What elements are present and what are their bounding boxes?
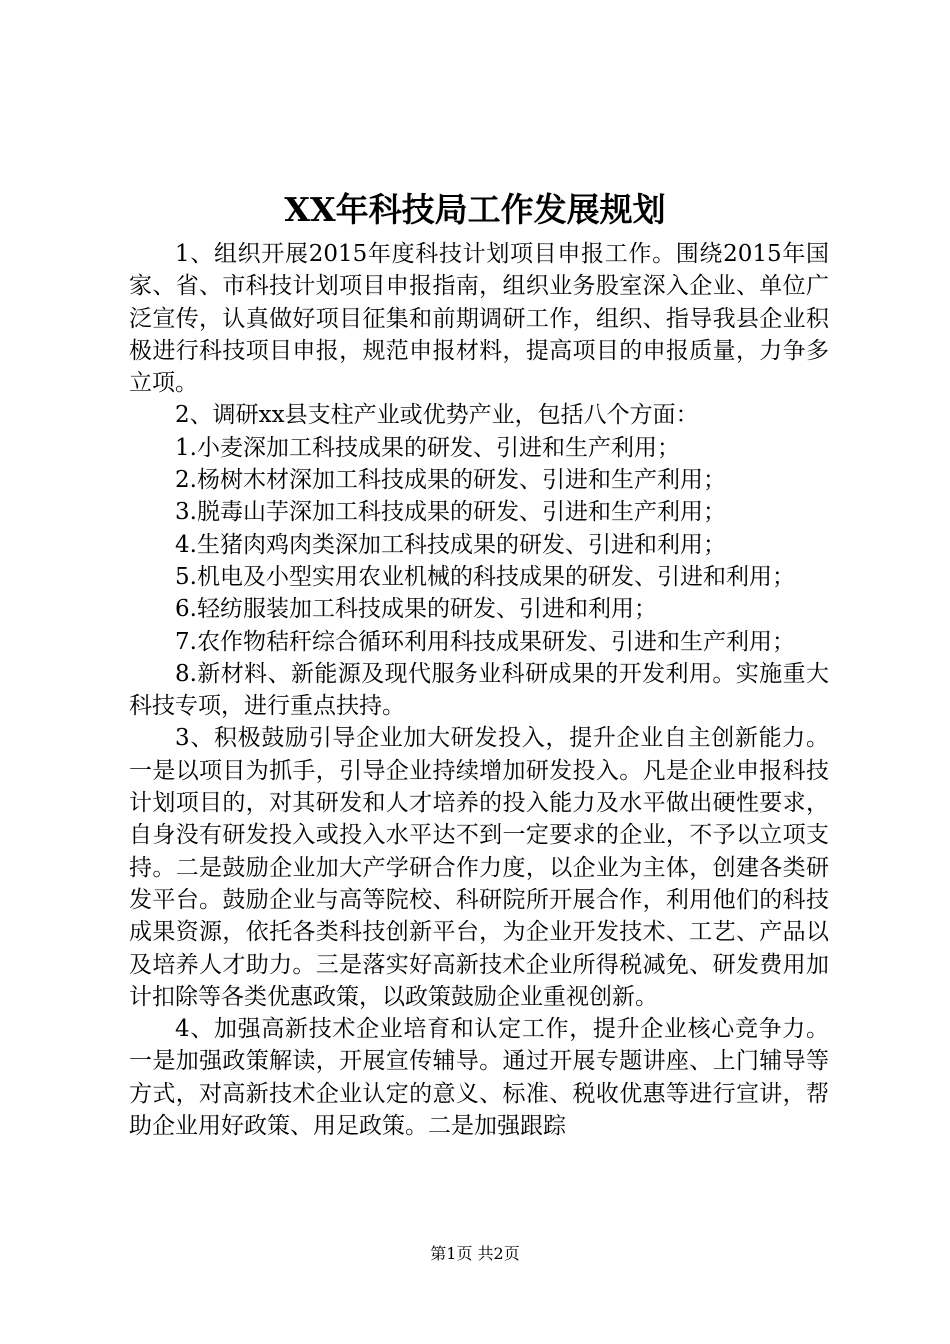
- list-item-3: 3.脱毒山芋深加工科技成果的研发、引进和生产利用；: [175, 499, 726, 526]
- list-item-5: 5.机电及小型实用农业机械的科技成果的研发、引进和利用；: [175, 563, 795, 590]
- paragraph-item-4: 4、加强高新技术企业培育和认定工作，提升企业核心竞争力。一是加强政策解读，开展宣传辅导。通过开展专题讲座、上门辅导等方式，对高新技术企业认定的意义、标准、税收优惠等进行宣讲，帮助企业用好政策、用足政策。二是加强跟踪: [129, 1016, 829, 1140]
- list-item-2: 2.杨树木材深加工科技成果的研发、引进和生产利用；: [175, 467, 726, 494]
- list-item-1: 1.小麦深加工科技成果的研发、引进和生产利用；: [175, 434, 680, 461]
- document-body: [129, 238, 829, 1142]
- list-item-6: 6.轻纺服装加工科技成果的研发、引进和利用；: [175, 596, 657, 623]
- document-title: XX年科技局工作发展规划: [284, 190, 666, 229]
- paragraph-item-2: 2、调研xx县支柱产业或优势产业，包括八个方面：: [175, 402, 699, 429]
- paragraph-item-1: 1、组织开展2015年度科技计划项目申报工作。围绕2015年国家、省、市科技计划项目申报指南，组织业务股室深入企业、单位广泛宣传，认真做好项目征集和前期调研工作，组织、指导我县企业积极进行科技项目申报，规范申报材料，提高项目的申报质量，力争多立项。: [129, 241, 829, 397]
- page-footer: 第1页 共2页: [430, 1244, 520, 1263]
- list-item-8: 8.新材料、新能源及现代服务业科研成果的开发利用。实施重大科技专项，进行重点扶持。: [129, 660, 829, 720]
- paragraph-item-3: 3、积极鼓励引导企业加大研发投入，提升企业自主创新能力。一是以项目为抓手，引导企业持续增加研发投入。凡是企业申报科技计划项目的，对其研发和人才培养的投入能力及水平做出硬性要求，自身没有研发投入或投入水平达不到一定要求的企业，不予以立项支持。二是鼓励企业加大产学研合作力度，以企业为主体，创建各类研发平台。鼓励企业与高等院校、科研院所开展合作，利用他们的科技成果资源，依托各类科技创新平台，为企业开发技术、工艺、产品以及培养人才助力。三是落实好高新技术企业所得税减免、研发费用加计扣除等各类优惠政策，以政策鼓励企业重视创新。: [129, 725, 829, 1010]
- list-item-4: 4.生猪肉鸡肉类深加工科技成果的研发、引进和利用；: [175, 531, 726, 558]
- list-item-7: 7.农作物秸秆综合循环利用科技成果研发、引进和生产利用；: [175, 628, 795, 655]
